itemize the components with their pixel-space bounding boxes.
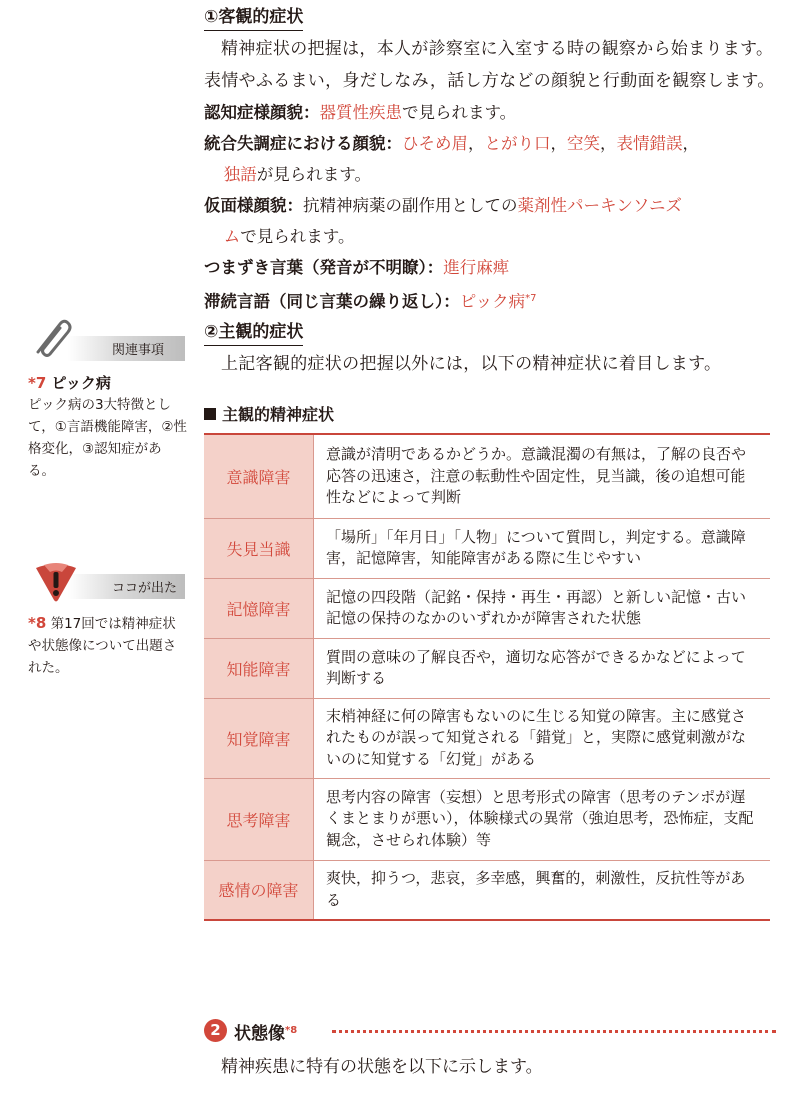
term-rest: で見られます。	[240, 227, 355, 246]
note-8-mark: *8	[28, 614, 47, 632]
row-label: 知能障害	[204, 638, 314, 698]
note-7-head	[28, 372, 188, 394]
row-desc: 「場所」「年月日」「人物」について質問し，判定する。意識障害，記憶障害，知能障害がある際に生じやすい	[314, 518, 771, 578]
term-dementia-face	[204, 97, 776, 128]
term-rest: で見られます。	[402, 103, 517, 122]
note-7-mark: *7	[28, 374, 47, 392]
section-number-badge: 2	[204, 1019, 227, 1042]
term-label: 認知症様顔貌：	[204, 103, 320, 122]
paperclip-icon	[30, 316, 74, 360]
related-tab	[28, 336, 185, 361]
objective-intro: 精神症状の把握は，本人が診察室に入室する時の観察から始まります。表情やふるまい，身だしなみ，話し方などの顔貌と行動面を観察します。	[204, 39, 775, 91]
note-7-title: ピック病	[51, 374, 111, 392]
table-row	[204, 860, 770, 920]
separator: ，	[682, 134, 699, 153]
row-desc: 質問の意味の了解良否や，適切な応答ができるかなどによって判断する	[314, 638, 771, 698]
term-mask-face	[204, 190, 776, 252]
footnote-ref-8[interactable]: *8	[285, 1025, 298, 1036]
separator: ，	[600, 134, 617, 153]
main-column	[204, 4, 776, 921]
subjective-intro: 上記客観的症状の把握以外には，以下の精神症状に着目します。	[221, 354, 722, 374]
note-8-text: 第17回では精神症状や状態像について出題された。	[28, 616, 177, 676]
term-label: 仮面様顔貌：	[204, 196, 303, 215]
objective-heading: ①客観的症状	[204, 4, 303, 31]
term-red: とがり口	[484, 134, 551, 153]
table-title-text: 主観的精神症状	[222, 405, 335, 424]
note-7-text: ピック病の3大特徴として，①言語機能障害，②性格変化，③認知症がある。	[28, 397, 187, 479]
term-red: 器質性疾患	[319, 103, 402, 122]
row-label: 感情の障害	[204, 860, 314, 920]
term-rest: が見られます。	[256, 165, 371, 184]
square-bullet-icon	[204, 408, 216, 420]
table-row	[204, 578, 770, 638]
term-schizophrenia-face	[204, 128, 776, 190]
table-row	[204, 778, 770, 860]
dotted-rule	[332, 1030, 776, 1033]
footnote-ref-7[interactable]: *7	[525, 293, 537, 304]
row-label: 知覚障害	[204, 698, 314, 778]
subjective-heading: ②主観的症状	[204, 319, 303, 346]
alert-icon	[30, 560, 82, 604]
term-red: 表情錯誤	[616, 134, 683, 153]
term-perseveration	[204, 283, 776, 317]
table-row	[204, 698, 770, 778]
row-label: 思考障害	[204, 778, 314, 860]
term-red: ひそめ眉	[402, 134, 468, 153]
row-desc: 意識が清明であるかどうか。意識混濁の有無は，了解の良否や応答の迅速さ，注意の転動性や固定性，見当識，後の追想可能性などによって判断	[314, 434, 771, 518]
related-tab-label: 関連事項	[112, 343, 165, 358]
table-row	[204, 638, 770, 698]
term-red: 薬剤性パーキンソニズ	[517, 196, 683, 215]
symptom-table	[204, 433, 770, 921]
term-continuation	[204, 159, 776, 190]
separator: ，	[468, 134, 485, 153]
term-label: 滞続言語（同じ言葉の繰り返し）：	[204, 292, 460, 311]
term-pre: 抗精神病薬の副作用としての	[303, 196, 518, 215]
state-title	[234, 1017, 297, 1048]
table-row	[204, 518, 770, 578]
row-label: 意識障害	[204, 434, 314, 518]
term-stumbling-speech	[204, 252, 776, 283]
row-desc: 末梢神経に何の障害もないのに生じる知覚の障害。主に感覚されたものが誤って知覚される「錯覚」と，実際に感覚刺激がないのに知覚する「幻覚」がある	[314, 698, 771, 778]
row-label: 記憶障害	[204, 578, 314, 638]
note-8	[28, 612, 188, 679]
term-continuation	[204, 221, 776, 252]
term-label: 統合失調症における顔貌：	[204, 134, 402, 153]
state-title-text: 状態像	[234, 1024, 285, 1044]
note-7	[28, 372, 188, 482]
row-desc: 記憶の四段階（記銘・保持・再生・再認）と新しい記憶・古い記憶の保持のなかのいずれかが障害された状態	[314, 578, 771, 638]
separator: ，	[550, 134, 567, 153]
row-desc: 爽快，抑うつ，悲哀，多幸感，興奮的，刺激性，反抗性等がある	[314, 860, 771, 920]
term-red: ム	[223, 227, 241, 246]
row-label: 失見当識	[204, 518, 314, 578]
row-desc: 思考内容の障害（妄想）と思考形式の障害（思考のテンポが遅くまとまりが悪い），体験様式の異常（強迫思考，恐怖症，支配観念，させられ体験）等	[314, 778, 771, 860]
term-red: 独語	[223, 165, 257, 184]
state-heading	[204, 1017, 776, 1047]
exam-tab-label: ココが出た	[112, 581, 178, 596]
term-red: 空笑	[567, 134, 600, 153]
term-red: ピック病	[459, 292, 526, 311]
exam-tab	[28, 574, 185, 599]
term-label: つまずき言葉（発音が不明瞭）：	[204, 258, 444, 277]
table-row	[204, 434, 770, 518]
table-title	[204, 402, 776, 425]
term-red: 進行麻痺	[443, 258, 510, 277]
state-intro: 精神疾患に特有の状態を以下に示します。	[221, 1057, 543, 1077]
